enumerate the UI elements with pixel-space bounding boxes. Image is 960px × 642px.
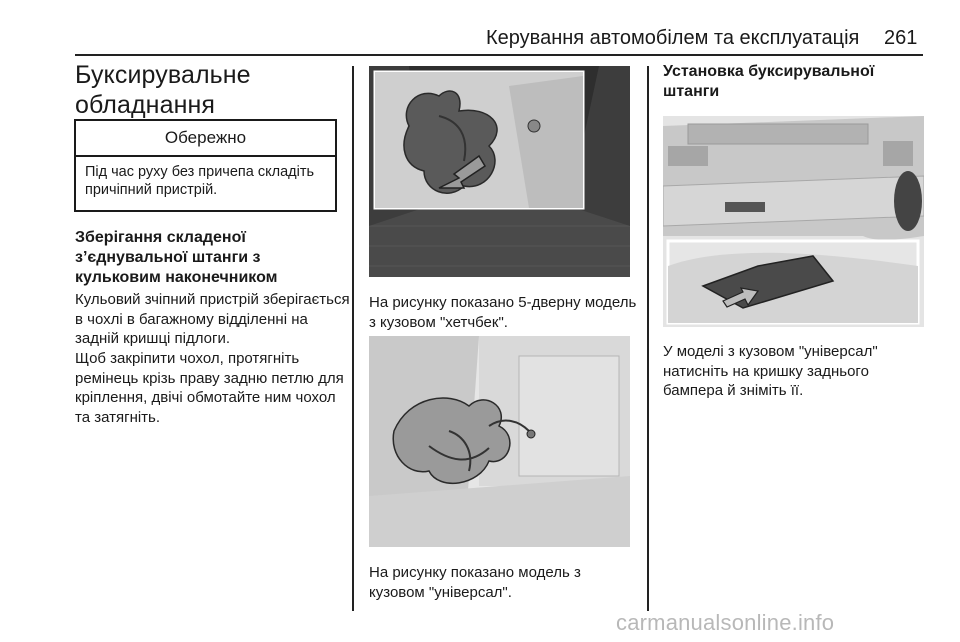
estate-caption: На рисунку показано модель з кузовом "універсал". [369,564,581,601]
storage-section-heading: Зберігання складеної з’єднувальної штанги з кульковим наконечником [75,229,278,286]
install-paragraph-1: У моделі з кузовом "універсал" натисніть на кришку заднього бампера й зніміть її. [663,343,878,399]
install-section-heading: Установка буксирувальної штанги [663,63,875,100]
column-divider-left [352,66,354,611]
hatchback-caption: На рисунку показано 5-дверну модель з кузовом "хетчбек". [369,294,637,331]
caution-box [74,119,337,212]
page-title: Буксирувальне обладнання [75,61,251,119]
page-number: 261 [884,27,918,49]
estate-trunk-illustration [369,336,630,547]
rear-bumper-illustration [663,116,924,327]
caution-heading: Обережно [76,121,335,157]
hatchback-trunk-illustration [369,66,630,277]
storage-paragraph-1: Кульовий зчіпний пристрій зберігається в чохлі в багажному відділенні на задній кришці підлоги. [75,291,350,347]
header-rule [75,54,923,56]
storage-paragraph-2: Щоб закріпити чохол, протягніть ремінець крізь праву задню петлю для кріплення, двічі обмотайте ним чохол та затягніть. [75,350,344,426]
column-divider-right [647,66,649,611]
caution-text: Під час руху без причепа складіть причіпний пристрій. [85,164,315,198]
running-header-title: Керування автомобілем та експлуатація [486,27,860,49]
watermark: carmanualsonline.info [616,610,835,635]
